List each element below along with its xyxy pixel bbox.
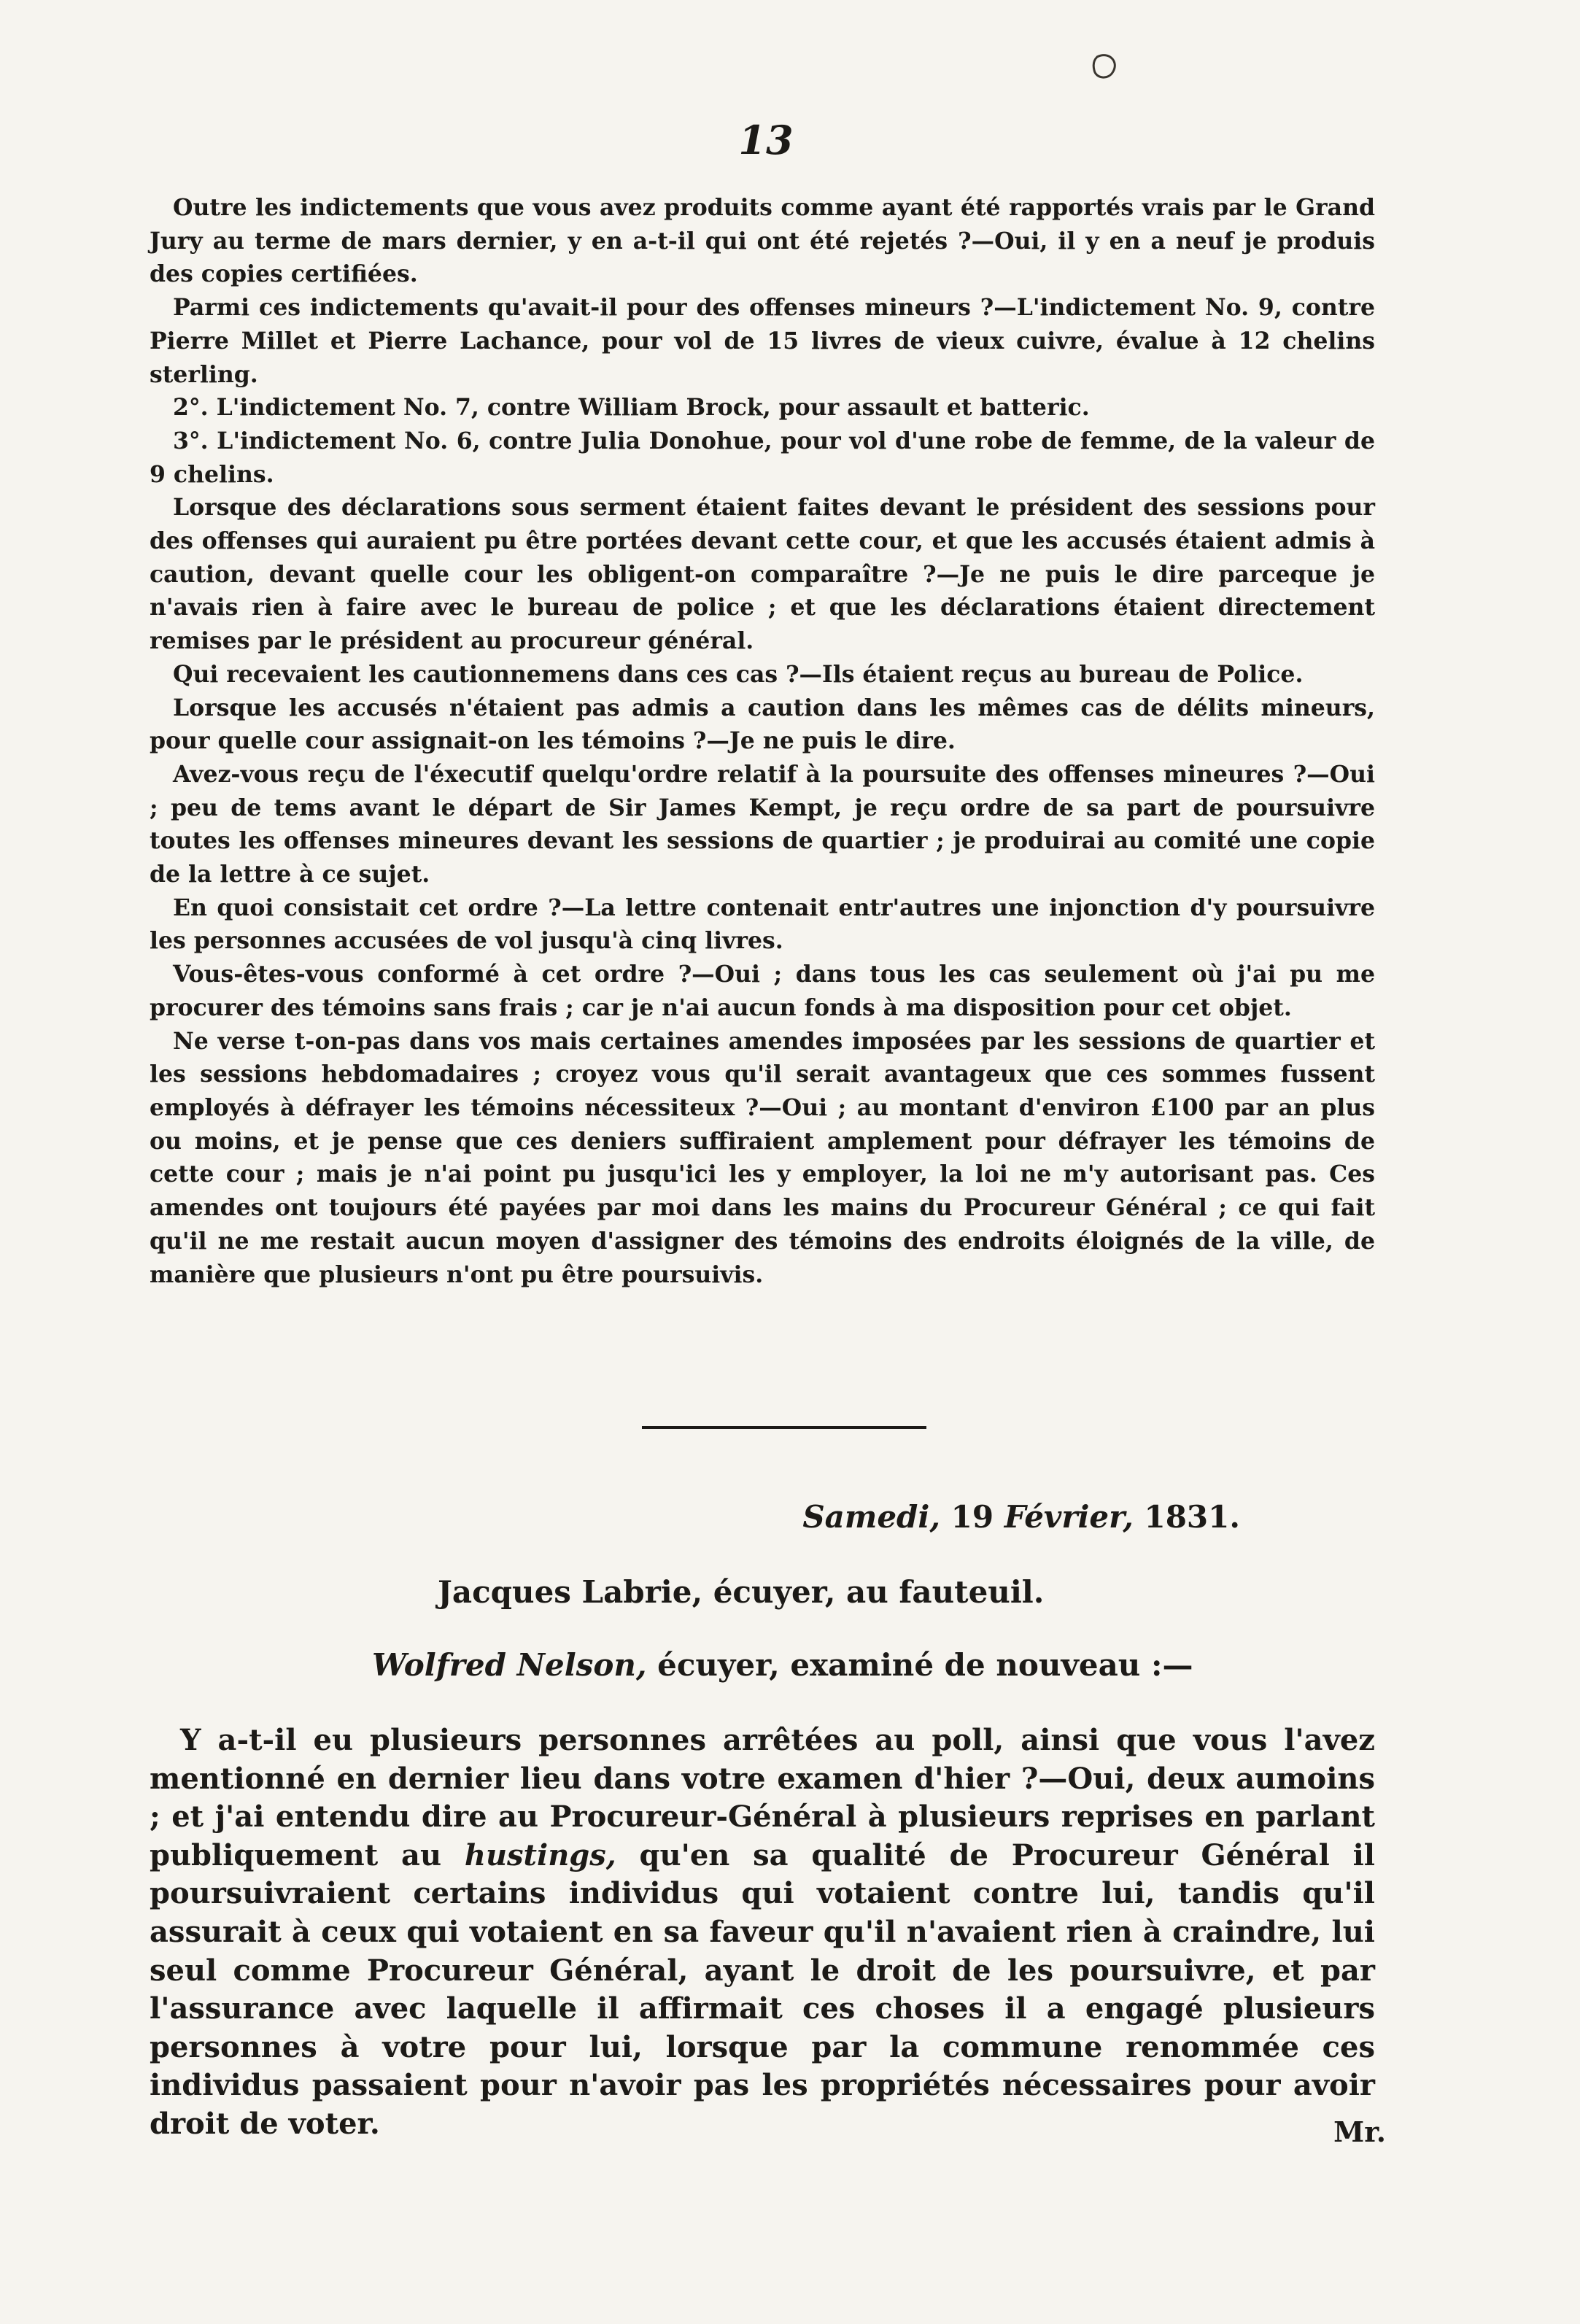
date-year: 1831.	[1144, 1499, 1240, 1535]
paragraph: Qui recevaient les cautionnemens dans ces cas ?—Ils étaient reçus au bureau de Police.	[173, 660, 1304, 688]
witness-line	[372, 1647, 1247, 1683]
paragraph	[150, 1721, 1375, 2144]
date-month: Février,	[1004, 1499, 1134, 1535]
catchword: Mr.	[1333, 2115, 1386, 2148]
chair-line: Jacques Labrie, écuyer, au fauteuil.	[438, 1574, 1045, 1610]
paragraph: Ne verse t-on-pas dans vos mais certaines amendes imposées par les sessions de quartier et les sessions hebdomadaires ; croyez vous qu'il serait avantageux que ces sommes fussent employés à défrayer les témoins nécessiteux ?—Oui ; au montant d'environ £100 par an plus ou moins, et je pense que ces deniers suffiraient amplement pour défrayer les témoins de cette cour ; mais je n'ai point pu jusqu'ici les y employer, la loi ne m'y autorisant pas. Ces amendes ont toujours été payées par moi dans les mains du Procureur Général ; ce qui fait qu'il ne me restait aucun moyen d'assigner des témoins des endroits éloignés de la ville, de manière que plusieurs n'ont pu être poursuivis.	[150, 1027, 1375, 1288]
paragraph: 2°. L'indictement No. 7, contre William Brock, pour assault et batteric.	[173, 394, 1090, 422]
date-daynum: 19	[950, 1499, 994, 1535]
paragraph: Avez-vous reçu de l'éxecutif quelqu'ordre relatif à la poursuite des offenses mineures ?—Oui ; peu de tems avant le départ de Sir James Kempt, je reçu ordre de sa part de poursuivre toutes les offenses mineures devant les sessions de quartier ; je produirai au comité une copie de la lettre à ce sujet.	[150, 760, 1375, 888]
paragraph-part: qu'en sa qualité de Procureur Général il poursuivraient certains individus qui votaient contre lui, tandis qu'il assurait à ceux qui votaient en sa faveur qu'il n'avaient rien à craindre, lui seul comme Procureur Général, ayant le droit de les poursuivre, et par l'assurance avec laquelle il affirmait ces choses il a engagé plusieurs personnes à votre pour lui, lorsque par la commune renommée ces individus passaient pour n'avoir pas les propriétés nécessaires pour avoir droit de voter.	[150, 1837, 1375, 2141]
paragraph: Vous-êtes-vous conformé à cet ordre ?—Oui ; dans tous les cas seulement où j'ai pu me procurer des témoins sans frais ; car je n'ai aucun fonds à ma disposition pour cet objet.	[150, 961, 1375, 1021]
testimony-top-section	[150, 191, 1375, 1291]
paragraph: Lorsque les accusés n'étaient pas admis a caution dans les mêmes cas de délits mineurs, pour quelle cour assignait-on les témoins ?—Je ne puis le dire.	[150, 694, 1375, 755]
paragraph-italic-term: hustings,	[464, 1837, 616, 1872]
date-weekday: Samedi,	[802, 1499, 940, 1535]
witness-name: Wolfred Nelson,	[372, 1647, 647, 1683]
paragraph: Lorsque des déclarations sous serment étaient faites devant le président des sessions pour des offenses qui auraient pu être portées devant cette cour, et que les accusés étaient admis à caution, devant quelle cour les obligent-on comparaître ?—Je ne puis le dire parceque je n'avais rien à faire avec le bureau de police ; et que les déclarations étaient directement remises par le président au procureur général.	[150, 494, 1375, 655]
paragraph-part: Y a-t-il eu plusieurs personnes arrêtées au poll, ainsi que vous l'avez mentionné en dernier lieu dans votre examen d'hier ?—Oui, deux aumoins ; et j'ai entendu dire au Procureur-Général à plusieurs reprises en parlant publiquement au	[150, 1723, 1375, 1872]
session-date	[773, 1499, 1240, 1535]
paragraph: 3°. L'indictement No. 6, contre Julia Donohue, pour vol d'une robe de femme, de la valeur de 9 chelins.	[150, 427, 1375, 488]
paragraph: Outre les indictements que vous avez produits comme ayant été rapportés vrais par le Grand Jury au terme de mars dernier, y en a-t-il qui ont été rejetés ?—Oui, il y en a neuf je produis des copies certifiées.	[150, 194, 1375, 288]
paragraph: Parmi ces indictements qu'avait-il pour des offenses mineurs ?—L'indictement No. 9, contre Pierre Millet et Pierre Lachance, pour vol de 15 livres de vieux cuivre, évalue à 12 chelins sterling.	[150, 294, 1375, 388]
witness-status: écuyer, examiné de nouveau :—	[657, 1647, 1193, 1683]
testimony-bottom-section	[150, 1721, 1375, 2144]
page-number: 13	[738, 117, 794, 163]
section-divider	[642, 1426, 926, 1429]
ink-blot-mark	[1087, 50, 1123, 86]
paragraph: En quoi consistait cet ordre ?—La lettre contenait entr'autres une injonction d'y poursuivre les personnes accusées de vol jusqu'à cinq livres.	[150, 894, 1375, 955]
